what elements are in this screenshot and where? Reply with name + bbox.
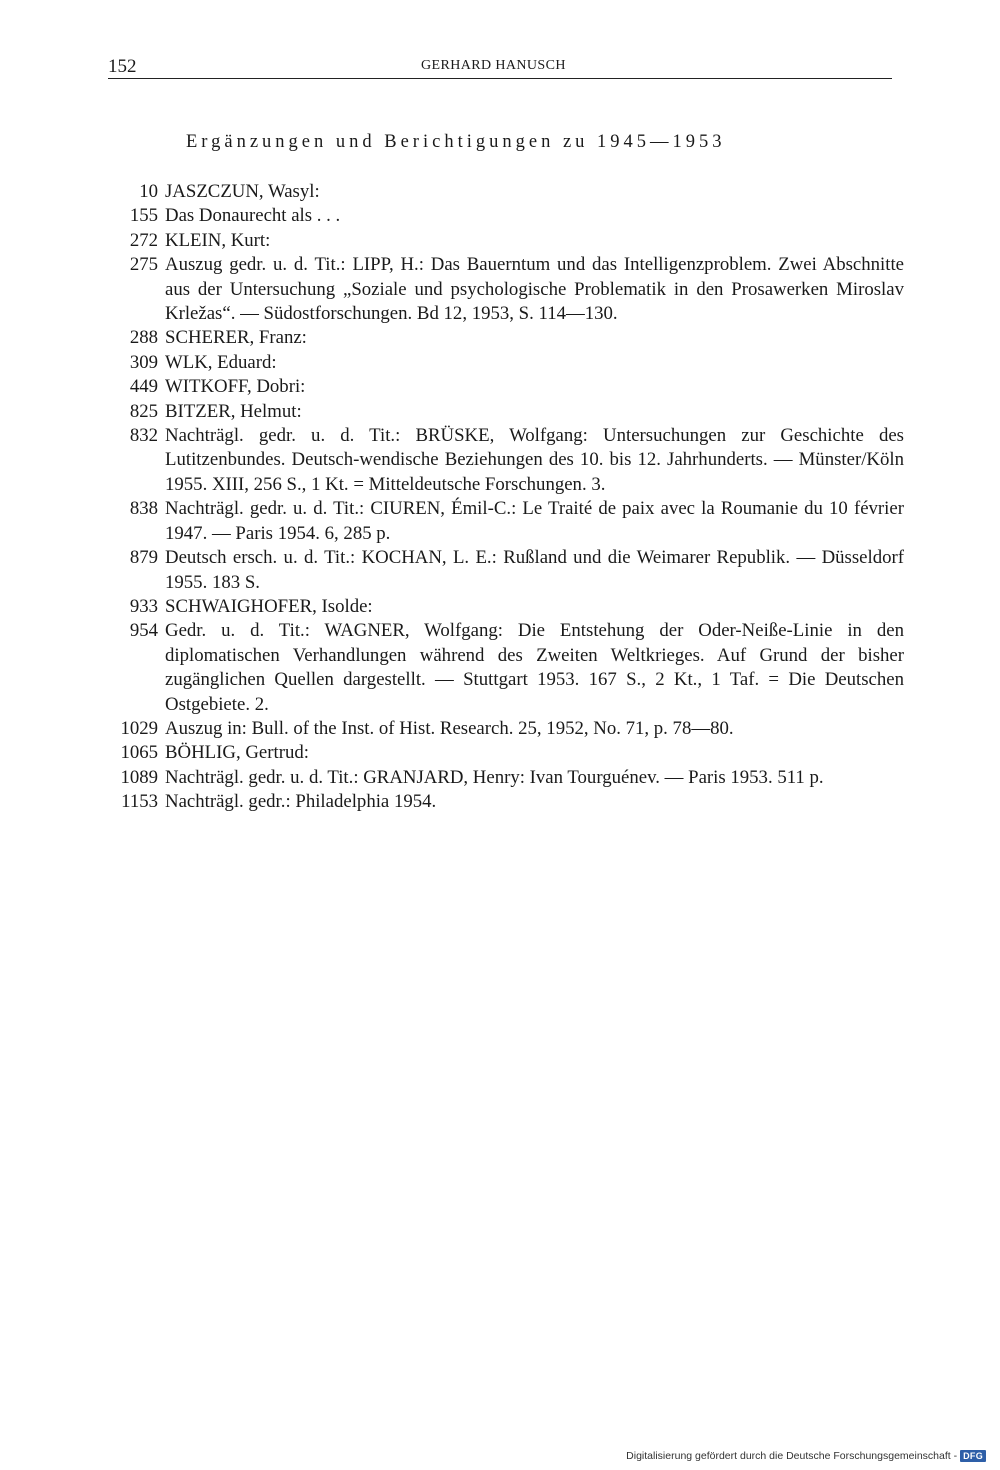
entry-number: 275 xyxy=(129,254,158,276)
section-title: Ergänzungen und Berichtigungen zu 1945—1953 xyxy=(186,132,726,152)
entry-number: 838 xyxy=(129,498,158,520)
entry-number: 272 xyxy=(129,229,158,251)
entry-text: BÖHLIG, Gertrud: xyxy=(165,742,309,764)
entry-number: 933 xyxy=(129,595,158,617)
list-item xyxy=(108,204,904,228)
footer-text: Digitalisierung gefördert durch die Deutsche Forschungsgemeinschaft - xyxy=(626,1450,958,1462)
entry-text: Nachträgl. gedr. u. d. Tit.: CIUREN, Émil-C.: Le Traité de paix avec la Roumanie du 10 février 1947. — Paris 1954. 6, 285 p. xyxy=(165,498,904,544)
list-item xyxy=(108,375,904,399)
running-head: GERHARD HANUSCH xyxy=(421,58,566,73)
dfg-logo: DFG xyxy=(960,1450,986,1462)
entry-text: KLEIN, Kurt: xyxy=(165,229,271,251)
entry-text: Nachträgl. gedr. u. d. Tit.: GRANJARD, Henry: Ivan Tourguénev. — Paris 1953. 511 p. xyxy=(165,766,824,788)
entry-number: 288 xyxy=(129,327,158,349)
entry-text: Gedr. u. d. Tit.: WAGNER, Wolfgang: Die Entstehung der Oder-Neiße-Linie in den diplomatischen Verhandlungen während des Zweiten Weltkrieges. Auf Grund der bisher zugänglichen Quellen dargestellt. — Stuttgart 1953. 167 S., 2 Kt., 1 Taf. = Die Deutschen Ostgebiete. 2. xyxy=(165,620,904,715)
list-item xyxy=(108,595,904,619)
entry-text: BITZER, Helmut: xyxy=(165,400,302,422)
entry-number: 879 xyxy=(129,547,158,569)
entry-text: Nachträgl. gedr. u. d. Tit.: BRÜSKE, Wolfgang: Untersuchungen zur Geschichte des Lutitzenbundes. Deutsch-wendische Beziehungen des 10. bis 12. Jahrhunderts. — Münster/Köln 1955. XIII, 256 S., 1 Kt. = Mitteldeutsche Forschungen. 3. xyxy=(165,425,904,495)
entry-text: WLK, Eduard: xyxy=(165,351,277,373)
list-item xyxy=(108,400,904,424)
list-item xyxy=(108,717,904,741)
page-number: 152 xyxy=(108,56,137,77)
entry-number: 1089 xyxy=(120,766,158,788)
entry-number: 10 xyxy=(139,181,158,202)
entry-list xyxy=(108,180,904,815)
page-header xyxy=(108,56,892,79)
entry-number: 1153 xyxy=(121,791,158,813)
entry-number: 832 xyxy=(129,425,158,447)
entry-number: 954 xyxy=(129,620,158,642)
list-item xyxy=(108,253,904,326)
entry-text: JASZCZUN, Wasyl: xyxy=(165,181,320,202)
entry-number: 825 xyxy=(129,400,158,422)
list-item xyxy=(108,180,904,204)
entry-text: Das Donaurecht als . . . xyxy=(165,205,341,227)
entry-text: SCHWAIGHOFER, Isolde: xyxy=(165,595,373,617)
entry-number: 1029 xyxy=(120,717,158,739)
entry-text: WITKOFF, Dobri: xyxy=(165,376,306,398)
list-item xyxy=(108,497,904,546)
entry-number: 1065 xyxy=(120,742,158,764)
digitization-footer xyxy=(626,1450,986,1462)
list-item xyxy=(108,619,904,717)
entry-number: 155 xyxy=(129,205,158,227)
list-item xyxy=(108,326,904,350)
list-item xyxy=(108,546,904,595)
entry-text: Deutsch ersch. u. d. Tit.: KOCHAN, L. E.: Rußland und die Weimarer Republik. — Düsseldorf 1955. 183 S. xyxy=(165,547,904,593)
entry-number: 449 xyxy=(129,376,158,398)
entry-text: Nachträgl. gedr.: Philadelphia 1954. xyxy=(165,791,437,813)
entry-text: Auszug in: Bull. of the Inst. of Hist. Research. 25, 1952, No. 71, p. 78—80. xyxy=(165,717,734,739)
entry-number: 309 xyxy=(129,351,158,373)
list-item xyxy=(108,351,904,375)
list-item xyxy=(108,424,904,497)
list-item xyxy=(108,790,904,814)
list-item xyxy=(108,766,904,790)
list-item xyxy=(108,741,904,765)
entry-text: Auszug gedr. u. d. Tit.: LIPP, H.: Das Bauerntum und das Intelligenzproblem. Zwei Abschnitte aus der Untersuchung „Soziale und psychologische Problematik in den Prosawerken Miroslav Krležas“. — Südostforschungen. Bd 12, 1953, S. 114—130. xyxy=(165,254,904,325)
entry-text: SCHERER, Franz: xyxy=(165,327,307,349)
list-item xyxy=(108,229,904,253)
